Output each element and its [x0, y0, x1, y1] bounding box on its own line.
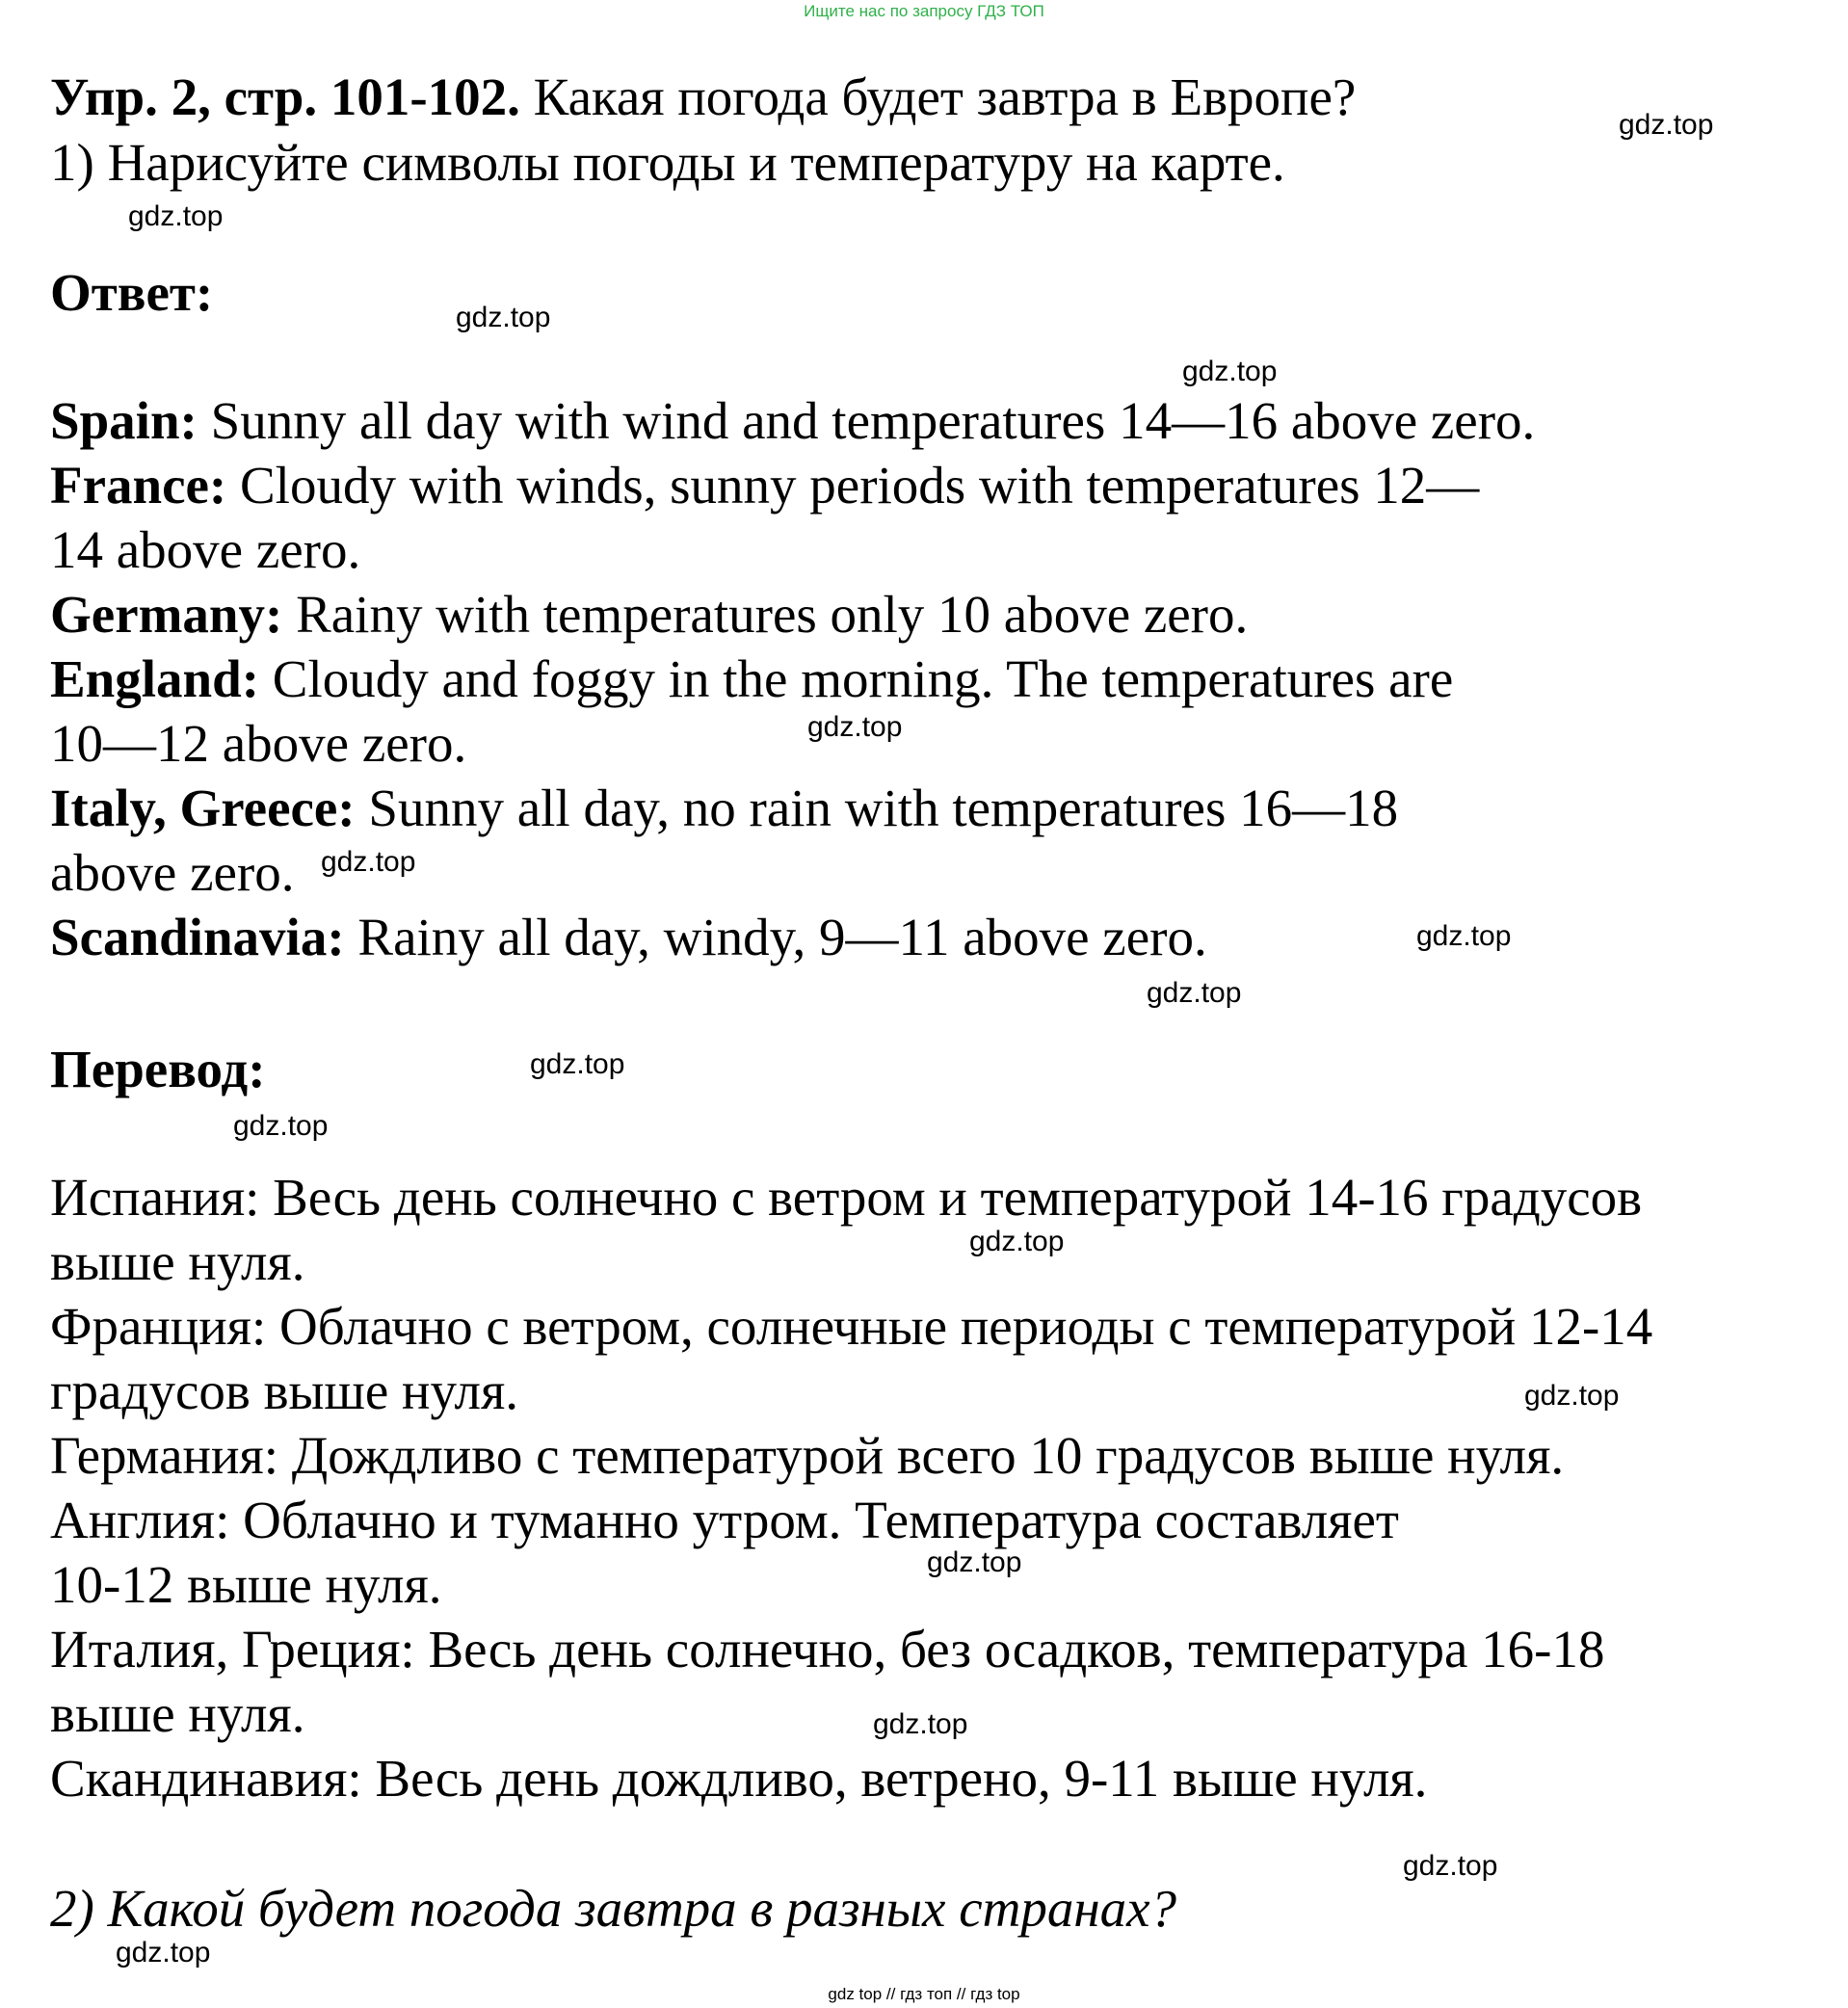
answer-scandinavia [50, 906, 1207, 969]
country-label: Italy, Greece: [50, 779, 356, 837]
answer-text: Rainy with temperatures only 10 above zero. [282, 585, 1249, 644]
watermark: gdz.top [456, 302, 551, 333]
answer-england-cont: 10—12 above zero. [50, 714, 467, 773]
watermark: gdz.top [1524, 1380, 1620, 1412]
answer-heading: Ответ: [50, 263, 214, 322]
answer-text: Cloudy and foggy in the morning. The temperatures are [259, 649, 1454, 708]
answer-france [50, 454, 1479, 517]
answer-text: Sunny all day with wind and temperatures 14—16 above zero. [197, 391, 1536, 450]
watermark: gdz.top [233, 1110, 329, 1142]
task-2: 2) Какой будет погода завтра в разных странах? [50, 1879, 1177, 1938]
translation-line: Испания: Весь день солнечно с ветром и температурой 14-16 градусов [50, 1168, 1643, 1227]
watermark: gdz.top [1619, 109, 1714, 141]
watermark: gdz.top [927, 1546, 1022, 1578]
answer-england [50, 647, 1453, 711]
watermark: gdz.top [116, 1937, 211, 1968]
country-label: France: [50, 456, 227, 515]
answer-text: Sunny all day, no rain with temperatures 16—18 [355, 779, 1399, 837]
country-label: Spain: [50, 391, 198, 450]
watermark: gdz.top [1403, 1850, 1498, 1882]
answer-italy-greece-cont: above zero. [50, 843, 295, 902]
watermark: gdz.top [1147, 977, 1242, 1009]
translation-line: Италия, Греция: Весь день солнечно, без осадков, температура 16-18 [50, 1620, 1605, 1678]
translation-line: выше нуля. [50, 1684, 305, 1743]
answer-france-cont: 14 above zero. [50, 520, 361, 579]
watermark: gdz.top [530, 1048, 625, 1080]
exercise-number: Упр. 2, стр. 101-102. [50, 67, 520, 126]
watermark: gdz.top [321, 846, 416, 878]
task-1: 1) Нарисуйте символы погоды и температуру на карте. [50, 133, 1285, 192]
exercise-question: Какая погода будет завтра в Европе? [519, 67, 1357, 126]
top-banner-link[interactable]: Ищите нас по запросу ГДЗ ТОП [804, 2, 1044, 20]
translation-heading: Перевод: [50, 1040, 266, 1098]
country-label: Scandinavia: [50, 908, 345, 966]
translation-line: градусов выше нуля. [50, 1361, 519, 1420]
watermark: gdz.top [873, 1708, 968, 1740]
translation-line: 10-12 выше нуля. [50, 1555, 442, 1614]
watermark: gdz.top [807, 711, 903, 743]
exercise-title [50, 66, 1356, 129]
watermark: gdz.top [1416, 920, 1512, 952]
answer-germany [50, 583, 1248, 647]
watermark: gdz.top [969, 1226, 1065, 1257]
country-label: England: [50, 649, 260, 708]
translation-line: выше нуля. [50, 1232, 305, 1291]
translation-line: Англия: Облачно и туманно утром. Температура составляет [50, 1491, 1399, 1549]
answer-spain [50, 389, 1535, 453]
answer-italy-greece [50, 777, 1398, 840]
country-label: Germany: [50, 585, 283, 644]
watermark: gdz.top [1182, 356, 1278, 387]
translation-line: Германия: Дождливо с температурой всего 10 градусов выше нуля. [50, 1426, 1565, 1485]
footer-links[interactable]: gdz top // гдз топ // гдз top [828, 1985, 1020, 2003]
answer-text: Rainy all day, windy, 9—11 above zero. [344, 908, 1207, 966]
translation-line: Франция: Облачно с ветром, солнечные периоды с температурой 12-14 [50, 1297, 1653, 1356]
translation-line: Скандинавия: Весь день дождливо, ветрено, 9-11 выше нуля. [50, 1749, 1428, 1808]
answer-text: Cloudy with winds, sunny periods with temperatures 12— [226, 456, 1480, 515]
watermark: gdz.top [128, 200, 224, 232]
